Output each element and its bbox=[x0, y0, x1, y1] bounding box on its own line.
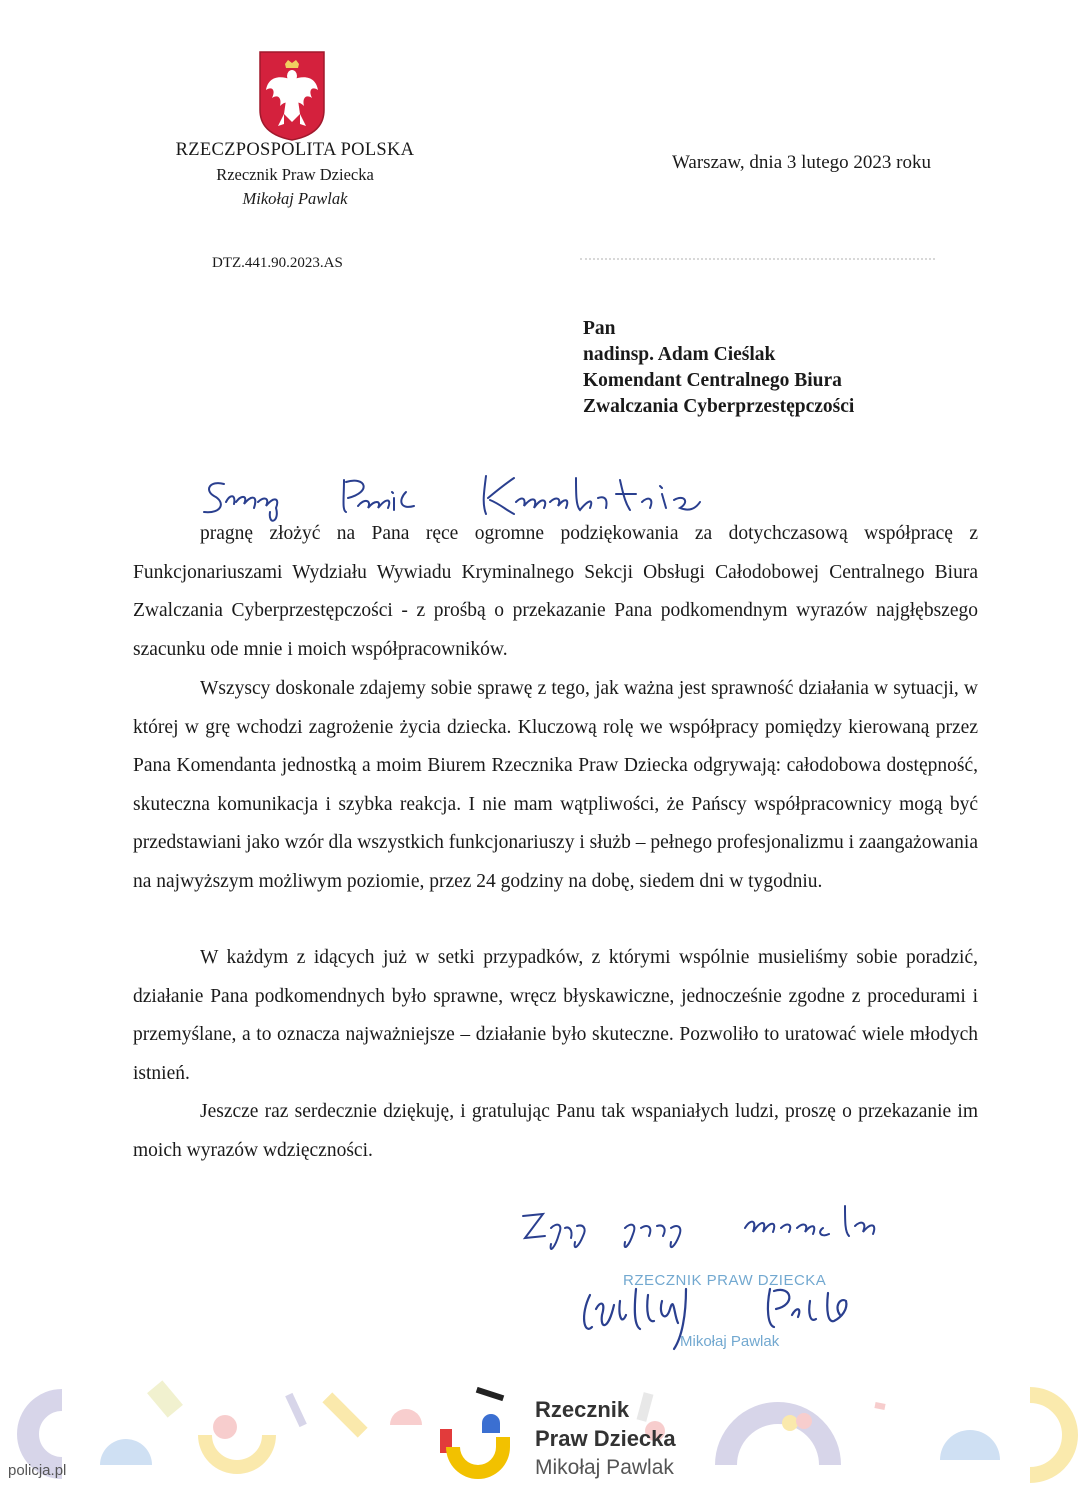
recipient-line: Pan bbox=[583, 318, 616, 339]
country-name: RZECZPOSPOLITA POLSKA bbox=[175, 140, 415, 160]
paragraph-text: pragnę złożyć na Pana ręce ogromne podziękowania za dotychczasową współpracę z Funkcjonariuszami Wydziału Wywiadu Kryminalnego Sekcji Obsługi Całodobowej Centralnego Biura Zwalczania Cyberprzestępczości - z prośbą o przekazanie Pana podkomendnym wyrazów najgłębszego szacunku ode mnie i moich współpracowników. bbox=[133, 523, 978, 660]
ombudsman-logo-text bbox=[535, 1395, 676, 1482]
recipient-line: Komendant Centralnego Biura bbox=[583, 370, 842, 391]
handwritten-closing bbox=[515, 1198, 925, 1262]
ombudsman-logo-icon bbox=[432, 1385, 522, 1480]
dotted-divider bbox=[580, 258, 935, 260]
logo-line-3: Mikołaj Pawlak bbox=[535, 1456, 674, 1479]
paragraph-4 bbox=[133, 1093, 978, 1170]
recipient-line: nadinsp. Adam Cieślak bbox=[583, 344, 776, 365]
source-watermark: policja.pl bbox=[8, 1462, 67, 1479]
stamp-title: RZECZNIK PRAW DZIECKA bbox=[623, 1272, 827, 1289]
paragraph-text: Jeszcze raz serdecznie dziękuję, i gratulując Panu tak wspaniałych ludzi, proszę o przekazanie im moich wyrazów wdzięczności. bbox=[133, 1101, 978, 1161]
paragraph-1 bbox=[133, 515, 978, 669]
paragraph-text: Wszyscy doskonale zdajemy sobie sprawę z tego, jak ważna jest sprawność działania w sytuacji, w której w grę wchodzi zagrożenie życia dziecka. Kluczową rolę we współpracy pomiędzy kierowaną przez Pana Komendanta jednostką a moim Biurem Rzecznika Praw Dziecka odgrywają: całodobowa dostępność, skuteczna komunikacja i szybka reakcja. I nie mam wątpliwości, że Pańscy współpracownicy mogą być przedstawiani jako wzór dla wszystkich funkcjonariuszy i służb – pełnego profesjonalizmu i zaangażowania na najwyższym możliwym poziomie, przez 24 godziny na dobę, siedem dni w tygodniu. bbox=[133, 678, 978, 892]
logo-line-1: Rzecznik bbox=[535, 1397, 630, 1422]
paragraph-3 bbox=[133, 939, 978, 1093]
paragraph-2 bbox=[133, 670, 978, 902]
office-name: Rzecznik Praw Dziecka bbox=[216, 165, 374, 184]
letter-date: Warszaw, dnia 3 lutego 2023 roku bbox=[672, 152, 931, 173]
polish-eagle-emblem-icon bbox=[258, 50, 326, 142]
paragraph-text: W każdym z idących już w setki przypadków, z którymi wspólnie musieliśmy sobie poradzić, działanie Pana podkomendnych było sprawne, wręcz błyskawiczne, jednocześnie zgodne z procedurami i przemyślane, a to oznacza najważniejsze – działanie było skuteczne. Pozwoliło to uratować wiele młodych istnień. bbox=[133, 947, 978, 1084]
ombudsman-name: Mikołaj Pawlak bbox=[242, 189, 348, 208]
recipient-block bbox=[583, 316, 854, 420]
logo-line-2: Praw Dziecka bbox=[535, 1426, 676, 1451]
reference-number: DTZ.441.90.2023.AS bbox=[212, 255, 343, 271]
stamp-name: Mikołaj Pawlak bbox=[680, 1333, 780, 1350]
recipient-line: Zwalczania Cyberprzestępczości bbox=[583, 396, 855, 417]
